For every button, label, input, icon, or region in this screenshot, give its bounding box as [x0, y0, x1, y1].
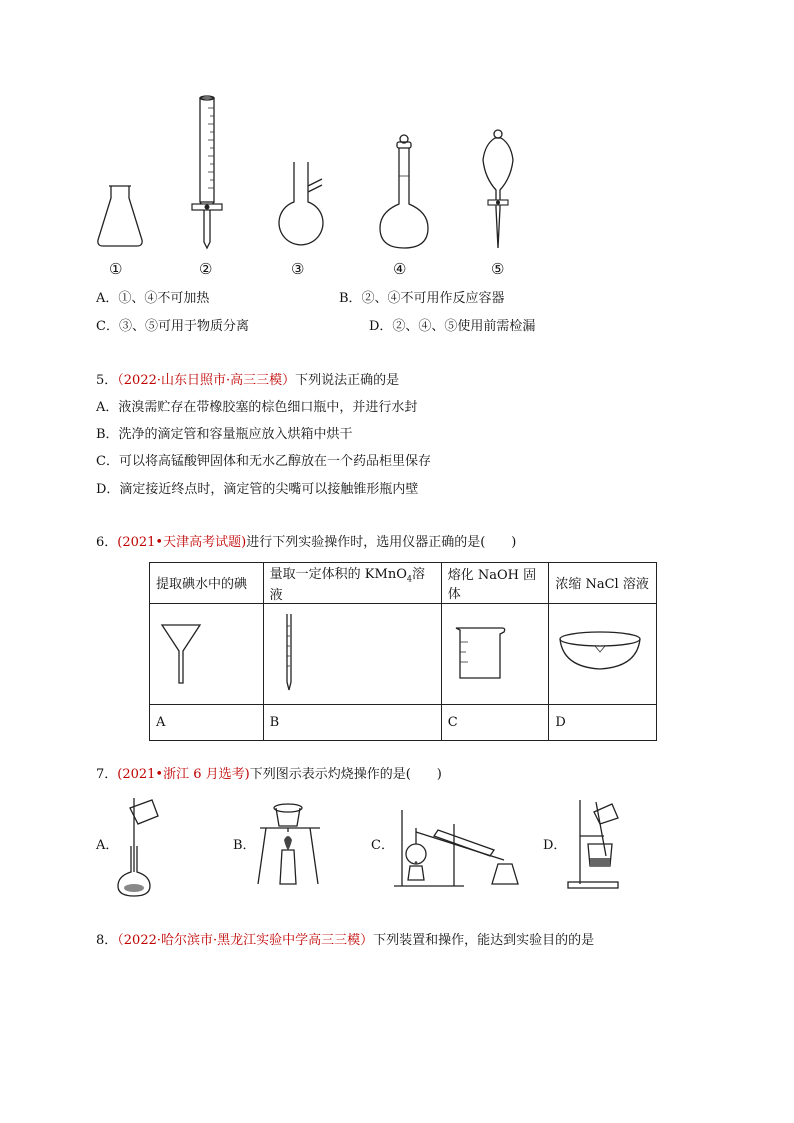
- q5-stem: [96, 372, 399, 390]
- table-header-cell: [263, 563, 441, 604]
- q7-stem: [96, 766, 442, 784]
- separatory-funnel-icon: [483, 130, 513, 248]
- q5-option-a: A．液溴需贮存在带橡胶塞的棕色细口瓶中，并进行水封: [96, 400, 418, 415]
- table-header-row: [150, 563, 657, 604]
- distilling-flask-icon: [279, 162, 323, 245]
- q8-question: 下列装置和操作，能达到实验目的的是: [373, 933, 595, 948]
- q7-option-d-label: D．: [543, 838, 567, 853]
- q5-option-d: D．滴定接近终点时，滴定管的尖嘴可以接触锥形瓶内壁: [96, 482, 419, 497]
- subscript: 4: [406, 574, 412, 584]
- erlenmeyer-flask-icon: [98, 186, 142, 246]
- ring-stand-setup-icon: [566, 796, 622, 892]
- table-header-cell: 提取碘水中的碘: [150, 563, 264, 604]
- funnel-icon: [156, 617, 206, 687]
- q4-option-b: B．②、④不可用作反应容器: [339, 291, 505, 306]
- q4-option-a: A．①、④不可加热: [96, 291, 210, 306]
- table-header-cell: 熔化 NaOH 固体: [441, 563, 549, 604]
- apparatus-figure-row: [90, 90, 530, 260]
- table-image-cell: [441, 603, 549, 704]
- table-answer-cell: A: [150, 704, 264, 740]
- apparatus-label-1: ①: [109, 260, 123, 278]
- q6-stem: [96, 534, 516, 552]
- q6-apparatus-table: [149, 562, 657, 741]
- table-image-row: [150, 603, 657, 704]
- q8-source: （2022·哈尔滨市·黑龙江实验中学高三三模）: [117, 933, 374, 948]
- q7-option-c-label: C．: [371, 838, 394, 853]
- q7-question: 下列图示表示灼烧操作的是( ): [249, 767, 442, 782]
- apparatus-label-2: ②: [199, 260, 213, 278]
- q4-option-d: D．②、④、⑤使用前需检漏: [369, 319, 536, 334]
- q4-option-c: C．③、⑤可用于物质分离: [96, 319, 249, 334]
- q5-option-b: B．洗净的滴定管和容量瓶应放入烘箱中烘干: [96, 427, 353, 442]
- q5-option-c: C．可以将高锰酸钾固体和无水乙醇放在一个药品柜里保存: [96, 454, 431, 469]
- crucible-heating-icon: [252, 796, 328, 888]
- table-image-cell: [150, 603, 264, 704]
- apparatus-label-4: ④: [393, 260, 407, 278]
- evaporating-dish-icon: [555, 627, 645, 677]
- q5-question: 下列说法正确的是: [295, 373, 400, 388]
- q7-option-b-label: B．: [233, 838, 256, 853]
- burette-icon: [192, 96, 222, 248]
- table-header-text: 量取一定体积的 KMnO: [269, 567, 407, 582]
- transfer-into-flask-icon: [112, 794, 172, 898]
- table-answer-cell: D: [549, 704, 657, 740]
- q6-question: 进行下列实验操作时，选用仪器正确的是( ): [246, 535, 517, 550]
- beaker-icon: [448, 620, 512, 684]
- q8-number: 8．: [96, 933, 118, 948]
- q7-source: (2021•浙江 6 月选考): [117, 767, 250, 782]
- apparatus-label-5: ⑤: [491, 260, 505, 278]
- distillation-setup-icon: [394, 806, 524, 890]
- pipette-icon: [274, 612, 304, 692]
- q6-number: 6．: [96, 535, 118, 550]
- q5-number: 5．: [96, 373, 118, 388]
- table-answer-cell: C: [441, 704, 549, 740]
- table-image-cell: [263, 603, 441, 704]
- apparatus-label-3: ③: [291, 260, 305, 278]
- volumetric-flask-icon: [380, 135, 428, 248]
- table-answer-cell: B: [263, 704, 441, 740]
- table-header-cell: 浓缩 NaCl 溶液: [549, 563, 657, 604]
- q8-stem: [96, 932, 594, 950]
- q6-source: (2021•天津高考试题): [117, 535, 247, 550]
- q7-option-a-label: A．: [96, 838, 119, 853]
- q5-source: （2022·山东日照市·高三三模）: [117, 373, 296, 388]
- table-image-cell: [549, 603, 657, 704]
- table-answer-row: [150, 704, 657, 740]
- q7-number: 7．: [96, 767, 118, 782]
- table-header-text: 溶液: [269, 567, 425, 603]
